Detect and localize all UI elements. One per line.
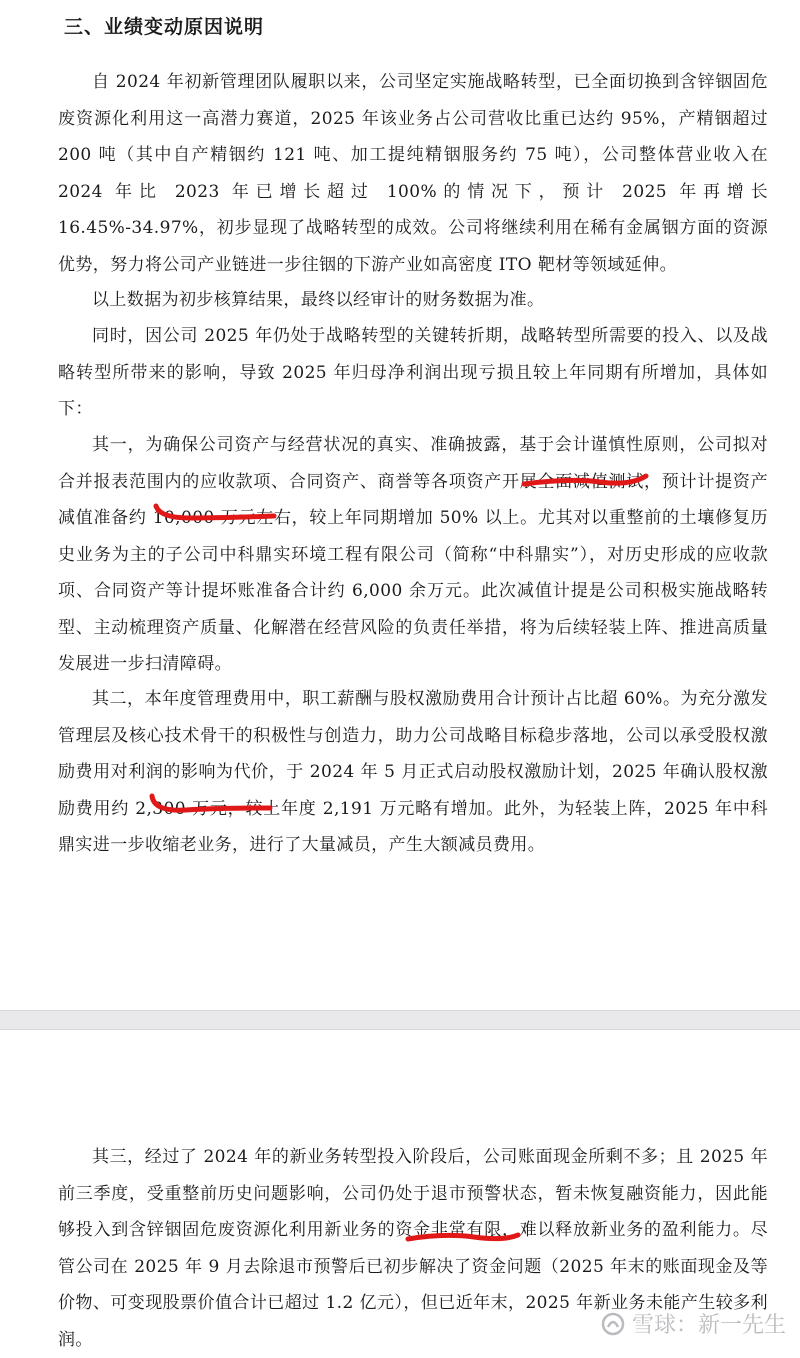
paragraph-strategy-transition: 自 2024 年初新管理团队履职以来，公司坚定实施战略转型，已全面切换到含锌铟固危废资源化利用这一高潜力赛道，2025 年该业务占公司营收比重已达约 95%，产精铟超过 200 吨（其中自产精铟约 121 吨、加工提纯精铟服务约 75 吨），公司整体营业收入在 2024 年比 2023 年已增长超过 100%的情况下，预计 2025 年再增长 16.45%-34.97%，初步显现了战略转型的成效。公司将继续利用在稀有金属铟方面的资源优势，努力将公司产业链进一步往铟的下游产业如高密度 ITO 靶材等领域延伸。 [58, 72, 768, 275]
page-divider [0, 1010, 800, 1030]
watermark [600, 1308, 786, 1339]
paragraph-data-note: 以上数据为初步核算结果，最终以经审计的财务数据为准。 [92, 290, 545, 310]
section-heading: 三、业绩变动原因说明 [64, 16, 265, 38]
paragraph-impairment: 其一，为确保公司资产与经营状况的真实、准确披露，基于会计谨慎性原则，公司拟对合并报表范围内的应收款项、合同资产、商誉等各项资产开展全面减值测试，预计计提资产减值准备约 10,000 万元左右，较上年同期增加 50% 以上。尤其对以重整前的土壤修复历史业务为主的子公司中科鼎实环境工程有限公司（简称“中科鼎实”），对历史形成的应收款项、合同资产等计提坏账准备合计约 6,000 余万元。此次减值计提是公司积极实施战略转型、主动梳理资产质量、化解潜在经营风险的负责任举措，将为后续轻装上阵、推进高质量发展进一步扫清障碍。 [58, 435, 768, 674]
watermark-text: 雪球：新一先生 [631, 1313, 786, 1338]
paragraph-loss-overview: 同时，因公司 2025 年仍处于战略转型的关键转折期，战略转型所需要的投入、以及战略转型所带来的影响，导致 2025 年归母净利润出现亏损且较上年同期有所增加，具体如下： [58, 326, 768, 419]
document-page-2 [0, 1030, 800, 1350]
paragraph-funding-constraints: 其三，经过了 2024 年的新业务转型投入阶段后，公司账面现金所剩不多；且 2025 年前三季度，受重整前历史问题影响，公司仍处于退市预警状态，暂未恢复融资能力，因此能够投入到含锌铟固危废资源化利用新业务的资金非常有限，难以释放新业务的盈利能力。尽管公司在 2025 年 9 月去除退市预警后已初步解决了资金问题（2025 年末的账面现金及等价物、可变现股票价值合计已超过 1.2 亿元），但已近年末，2025 年新业务未能产生较多利润。 [58, 1147, 768, 1350]
paragraph-management-costs: 其二，本年度管理费用中，职工薪酬与股权激励费用合计预计占比超 60%。为充分激发管理层及核心技术骨干的积极性与创造力，助力公司战略目标稳步落地，公司以承受股权激励费用对利润的影响为代价，于 2024 年 5 月正式启动股权激励计划，2025 年确认股权激励费用约 2,300 万元，较上年度 2,191 万元略有增加。此外，为轻装上阵，2025 年中科鼎实进一步收缩老业务，进行了大量减员，产生大额减员费用。 [58, 689, 768, 855]
snowball-logo-icon [600, 1311, 626, 1337]
